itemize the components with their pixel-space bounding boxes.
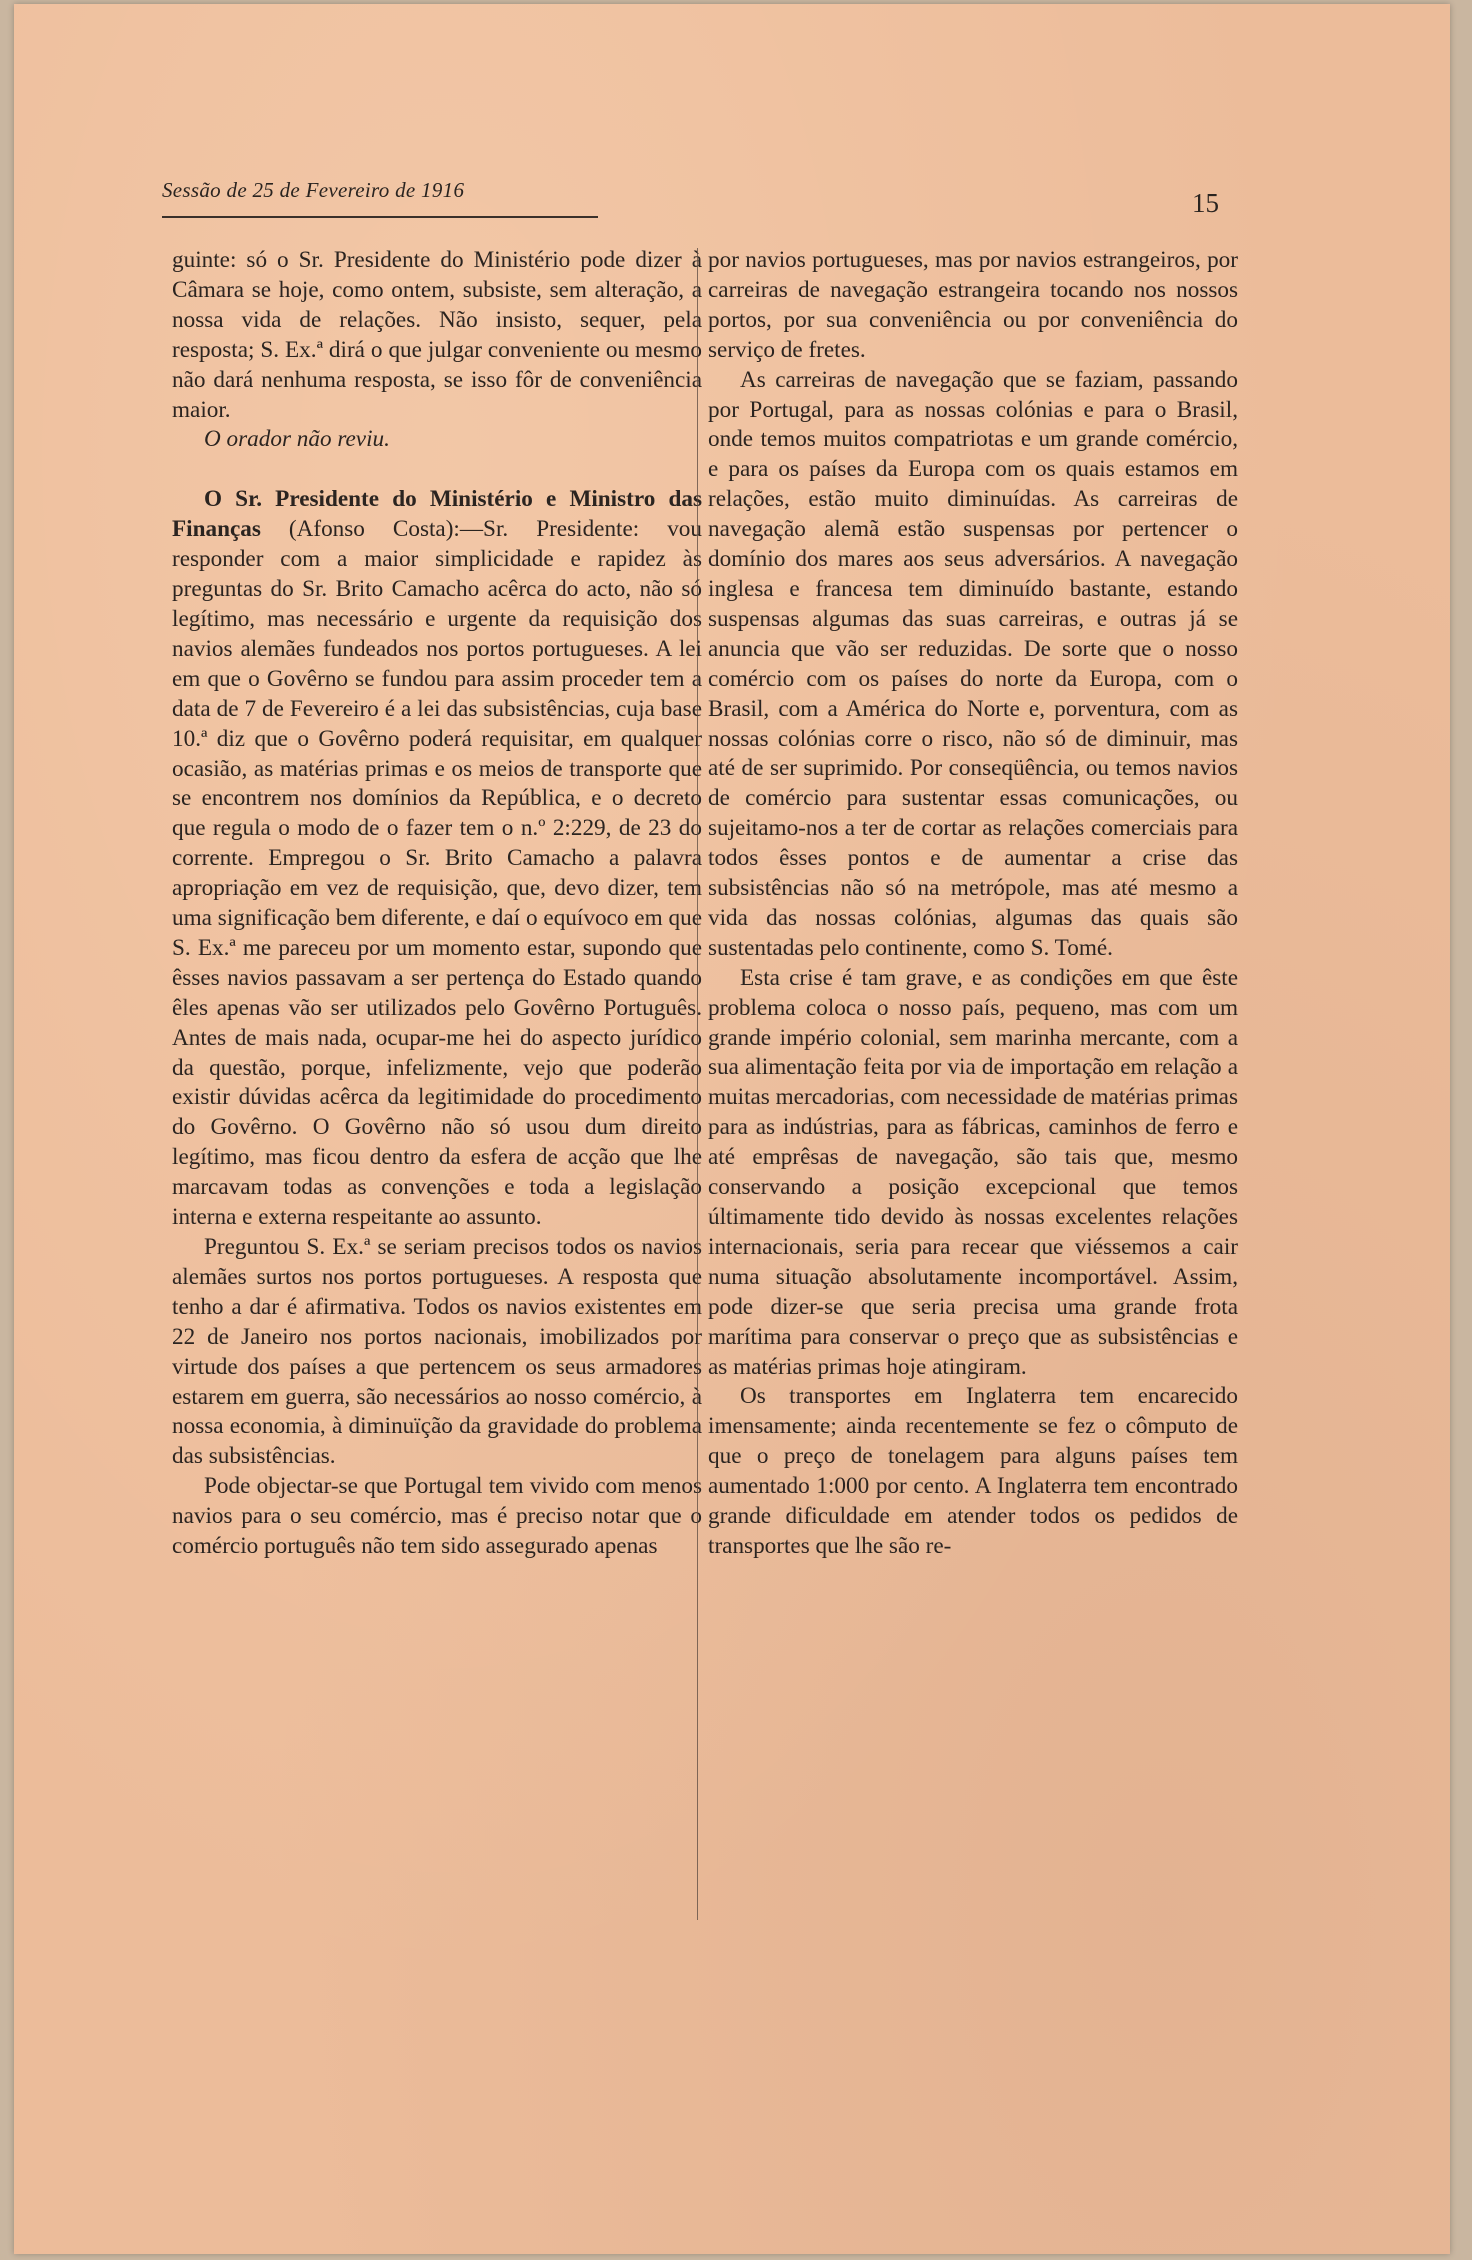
paragraph: Preguntou S. Ex.ª se seriam precisos todos os navios alemães surtos nos portos portugueses. A resposta que tenho a dar é afirmativa. Todos os navios existentes em 22 de Janeiro nos portos nacionais, imobilizados por virtude dos países a que pertencem os seus armadores estarem em guerra, são necessários ao nosso comércio, à nossa economia, à diminuïção da gravidade do problema das subsistências. [172, 1234, 702, 1470]
paragraph: por navios portugueses, mas por navios estrangeiros, por carreiras de navegação estrangeira tocando nos nossos portos, por sua conveniência ou por conveniência do serviço de fretes. [708, 247, 1238, 363]
page-header [162, 178, 1252, 226]
editor-note: O orador não reviu. [204, 426, 390, 453]
page-number: 15 [1192, 188, 1219, 218]
paragraph: Os transportes em Inglaterra tem encarecido imensamente; ainda recentemente se fez o cômputo de que o preço de tonelagem para alguns países tem aumentado 1:000 por cento. A Inglaterra tem encontrado grande dificuldade em atender todos os pedidos de transportes que lhe são re- [708, 1383, 1238, 1559]
left-column [172, 246, 702, 1562]
column-divider [697, 248, 698, 1920]
speaker-name: O Sr. Presidente do Ministério e Ministro das Finanças [172, 486, 702, 543]
paragraph: guinte: só o Sr. Presidente do Ministério pode dizer à Câmara se hoje, como ontem, subsiste, sem alteração, a nossa vida de relações. Não insisto, sequer, pela resposta; S. Ex.ª dirá o que julgar conveniente ou mesmo não dará nenhuma resposta, se isso fôr de conveniência maior. [172, 247, 702, 423]
session-title: Sessão de 25 de Fevereiro de 1916 [162, 178, 465, 202]
speech-paragraph [172, 485, 702, 1233]
header-rule [162, 216, 598, 218]
paragraph: As carreiras de navegação que se faziam, passando por Portugal, para as nossas colónias e para o Brasil, onde temos muitos compatriotas e um grande comércio, e para os países da Europa com os quais estamos em relações, estão muito diminuídas. As carreiras de navegação alemã estão suspensas por pertencer o domínio dos mares aos seus adversários. A navegação inglesa e francesa tem diminuído bastante, estando suspensas algumas das suas carreiras, e outras já se anuncia que vão ser reduzidas. De sorte que o nosso comércio com os países do norte da Europa, com o Brasil, com a América do Norte e, porventura, com as nossas colónias corre o risco, não só de diminuir, mas até de ser suprimido. Por conseqüência, ou temos navios de comércio para sustentar essas comunicações, ou sujeitamo-nos a ter de cortar as relações comerciais para todos êsses pontos e de aumentar a crise das subsistências não só na metrópole, mas até mesmo a vida das nossas colónias, algumas das quais são sustentadas pelo continente, como S. Tomé. [708, 366, 1238, 961]
paragraph: Esta crise é tam grave, e as condições em que êste problema coloca o nosso país, pequeno, mas com um grande império colonial, sem marinha mercante, com a sua alimentação feita por via de importação em relação a muitas mercadorias, com necessidade de matérias primas para as indústrias, para as fábricas, caminhos de ferro e até emprêsas de navegação, são tais que, mesmo conservando a posição excepcional que temos últimamente tido devido às nossas excelentes relações internacionais, seria para recear que viéssemos a cair numa situação absolutamente incomportável. Assim, pode dizer-se que seria precisa uma grande frota marítima para conservar o preço que as subsistências e as matérias primas hoje atingiram. [708, 964, 1238, 1380]
paragraph: Pode objectar-se que Portugal tem vivido com menos navios para o seu comércio, mas é preciso notar que o comércio português não tem sido assegurado apenas [172, 1473, 702, 1560]
speech-text: (Afonso Costa):—Sr. Presidente: vou responder com a maior simplicidade e rapidez às preguntas do Sr. Brito Camacho acêrca do acto, não só legítimo, mas necessário e urgente da requisição dos navios alemães fundeados nos portos portugueses. A lei em que o Govêrno se fundou para assim proceder tem a data de 7 de Fevereiro é a lei das subsistências, cuja base 10.ª diz que o Govêrno poderá requisitar, em qualquer ocasião, as matérias primas e os meios de transporte que se encontrem nos domínios da República, e o decreto que regula o modo de o fazer tem o n.º 2:229, de 23 do corrente. Empregou o Sr. Brito Camacho a palavra apropriação em vez de requisição, que, devo dizer, tem uma significação bem diferente, e daí o equívoco em que S. Ex.ª me pareceu por um momento estar, supondo que êsses navios passavam a ser pertença do Estado quando êles apenas vão ser utilizados pelo Govêrno Português. Antes de mais nada, ocupar-me hei do aspecto jurídico da questão, porque, infelizmente, vejo que poderão existir dúvidas acêrca da legitimidade do procedimento do Govêrno. O Govêrno não só usou dum direito legítimo, mas ficou dentro da esfera de acção que lhe marcavam todas as convenções e toda a legislação interna e externa respeitante ao assunto. [172, 516, 702, 1231]
right-column [708, 246, 1238, 1562]
